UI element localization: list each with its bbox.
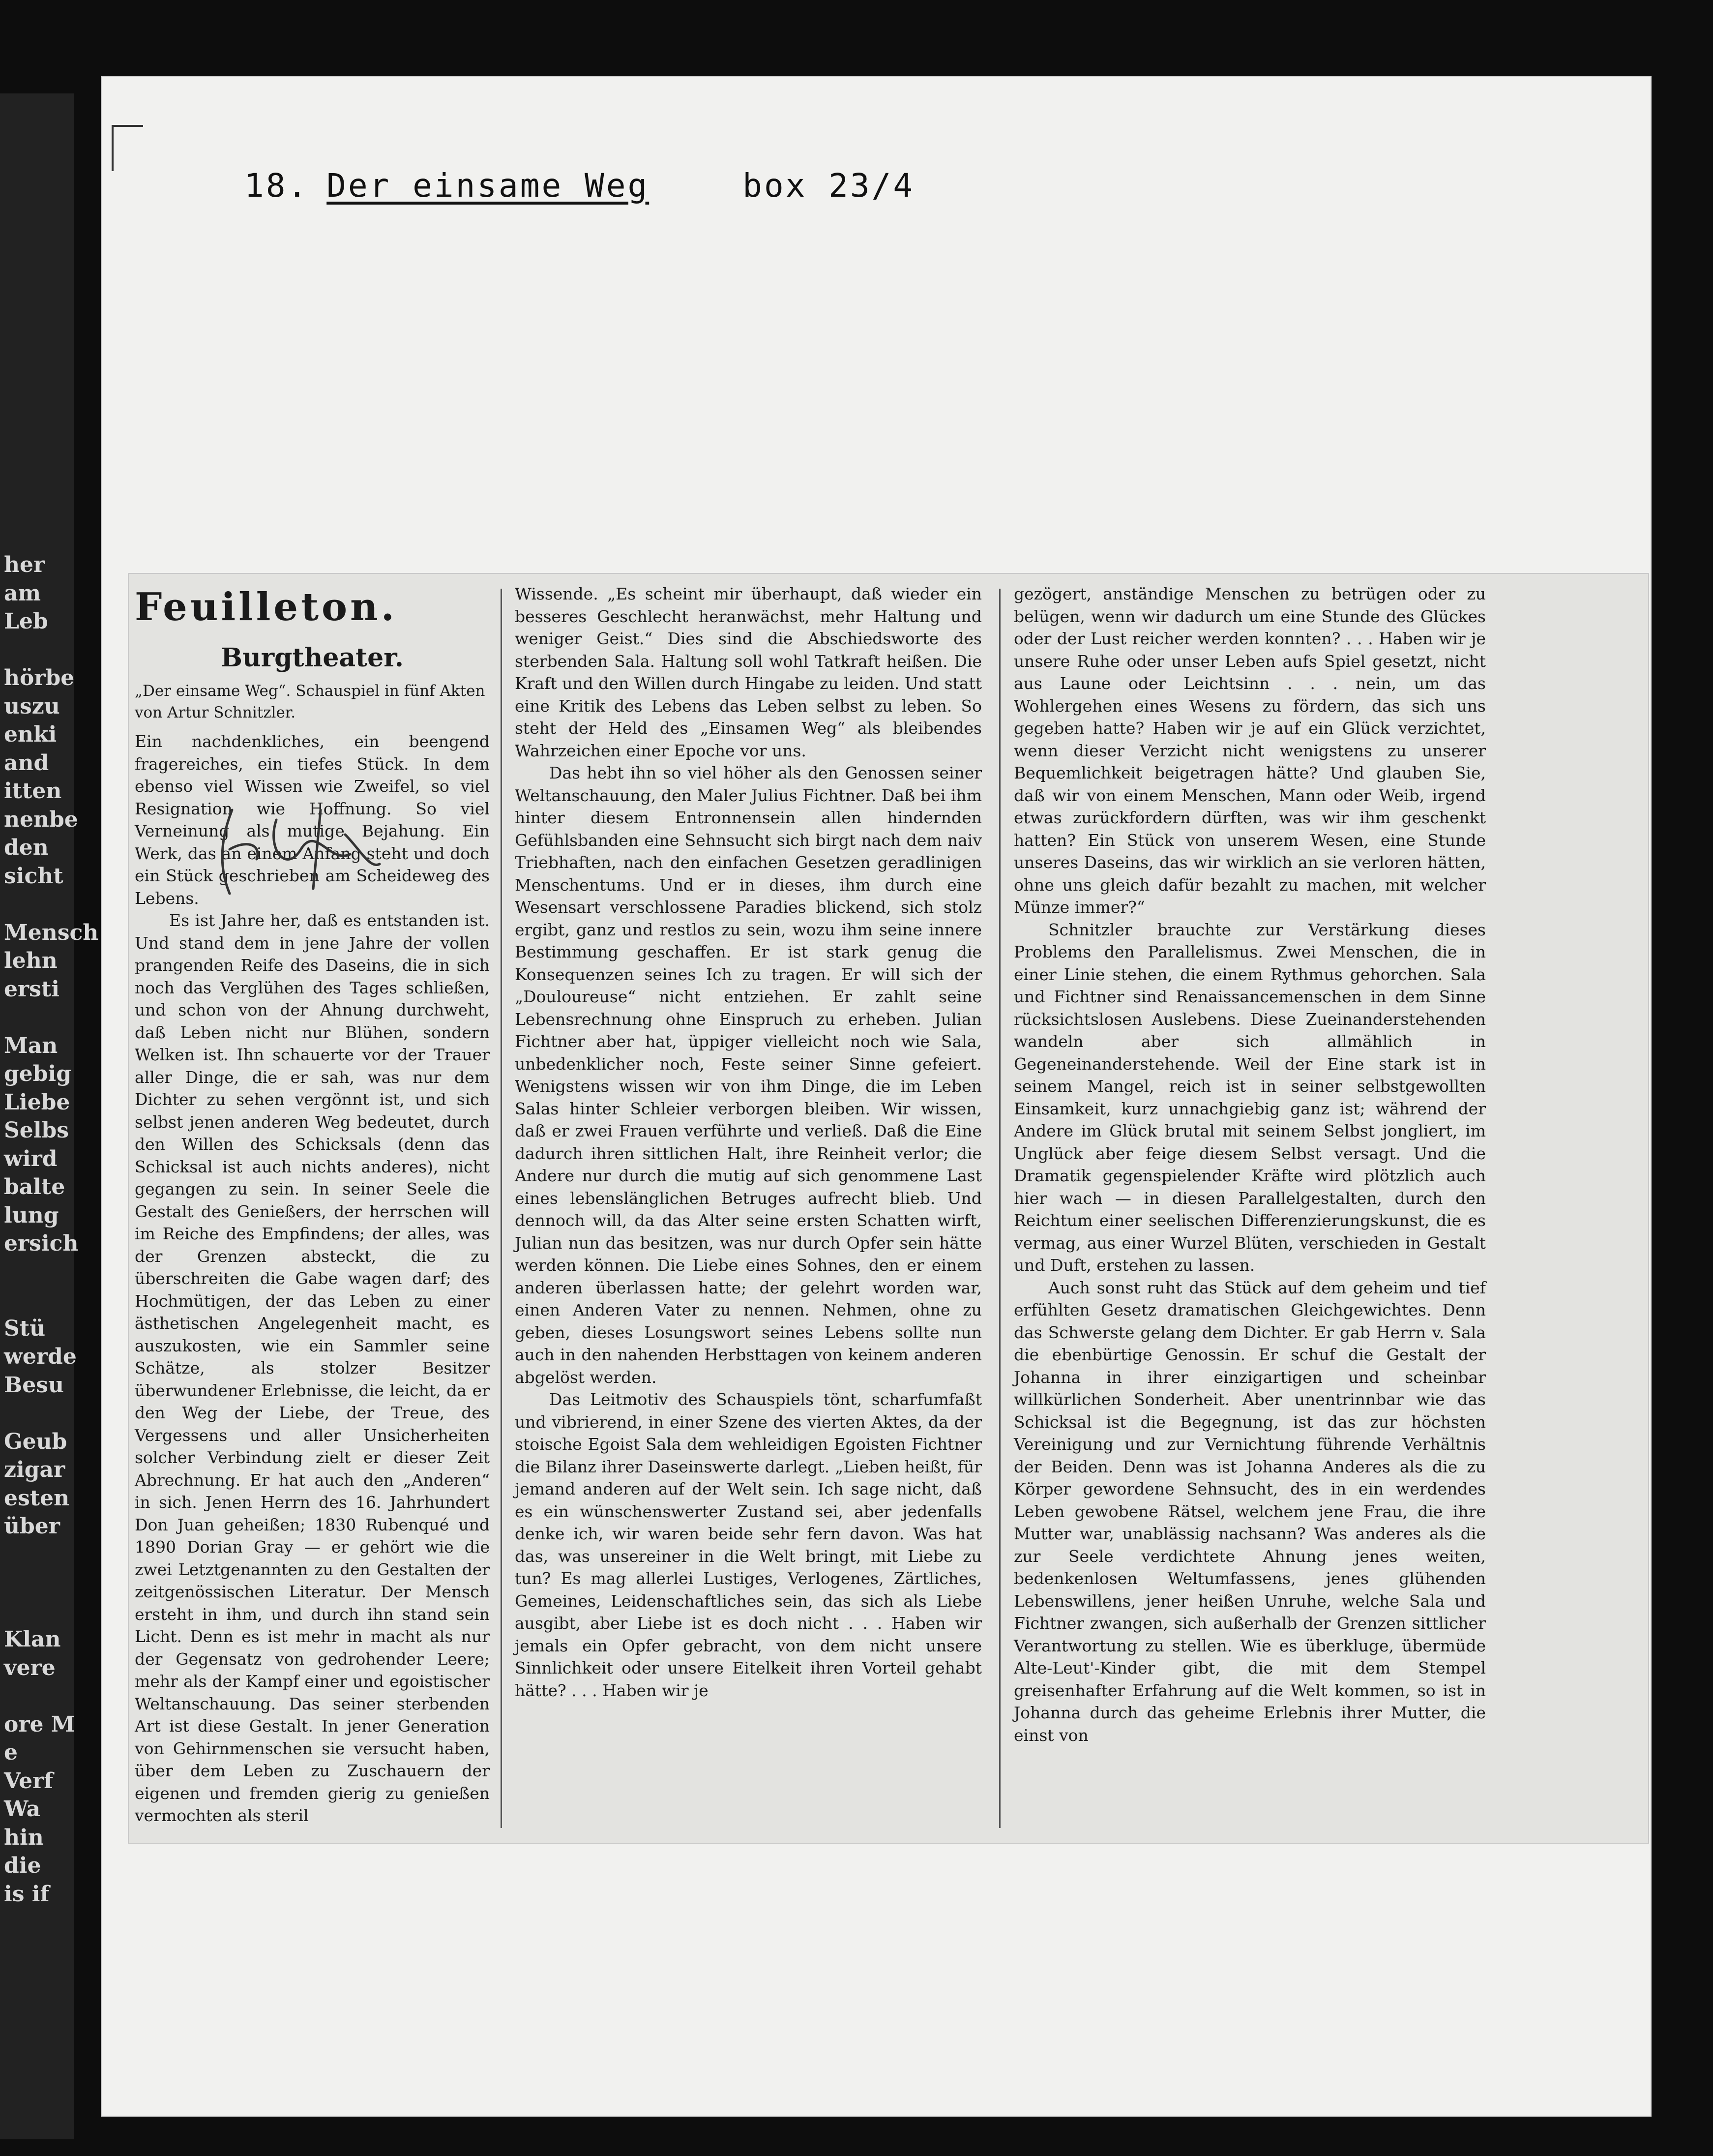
clipping-section: Burgtheater.	[221, 643, 404, 673]
corner-mark	[112, 125, 143, 171]
column-rule	[999, 589, 1001, 1828]
label-title: Der einsame Weg	[326, 167, 650, 205]
paragraph: Es ist Jahre her, daß es entstanden ist. Und stand dem in jene Jahre der vollen prangenden Reife des Daseins, die in sich noch das Verglühen des Tages schließen, und schon von der Ahnung durchweht, daß Leben nicht nur Blühen, sondern Welken ist. Ihn schauerte vor der Trauer aller Dinge, die er sah, was nur dem Dichter zu sehen vergönnt ist, und sich selbst jenen anderen Weg bedeutet, durch den Willen des Schicksals (denn das Schicksal ist auch nichts anderes), nicht gegangen zu sein. In seiner Seele die Gestalt des Genießers, der herrschen will im Reiche des Empfindens; der alles, was der Grenzen absteckt, die zu überschreiten die Gabe wagen darf; des Hochmütigen, der das Leben zu einer ästhetischen Angelegenheit macht, es auszukosten, wie ein Sammler seine Schätze, als stolzer Besitzer überwundener Erlebnisse, die leicht, da er den Weg der Liebe, der Treue, des Vergessens und aller Unsicherheiten solcher Verbindung zielt er dieser Zeit Abrechnung. Er hat auch den „Anderen“ in sich. Jenen Herrn des 16. Jahrhundert Don Juan geheißen; 1830 Rubenqué und 1890 Dorian Gray — er gehört wie die zwei Letztgenannten zu den Gestalten der zeitgenössischen Literatur. Der Mensch ersteht in ihm, und durch ihn stand sein Licht. Denn es ist mehr in macht als nur der Gegensatz von gedrohender Leere; mehr als der Kampf einer und egoistischer Weltanschauung. Das seiner sterbenden Art ist diese Gestalt. In jener Generation von Gehirnmenschen sie versucht haben, über dem Leben zu Zuschauern der eigenen und fremden gierig zu genießen vermochten als steril	[135, 911, 490, 1825]
paragraph: gezögert, anständige Menschen zu betrügen oder zu belügen, wenn wir dadurch um eine Stunde des Glückes oder der Lust reicher werden konnten? . . . Haben wir je unsere Ruhe oder unser Leben aufs Spiel gesetzt, nicht aus Laune oder Leichtsinn . . . nein, um das Wohlergehen eines Wesens zu fördern, das sich uns gegeben hatte? Haben wir je auf ein Glück verzichtet, wenn dieser Verzicht nicht wenigstens zu unserer Bequemlichkeit beigetragen hätte? Und glauben Sie, daß wir von einem Menschen, Mann oder Weib, irgend etwas zurückfordern dürften, was wir ihm geschenkt hatten? Ein Stück von unserem Wesen, eine Stunde unseres Daseins, das wir wirklich an sie verloren hätten, ohne uns gleich dafür bezahlt zu machen, mit welcher Münze immer?“	[1014, 584, 1486, 917]
paragraph: Auch sonst ruht das Stück auf dem geheim und tief erfühlten Gesetz dramatischen Gleichgewichtes. Denn das Schwerste gelang dem Dichter. Er gab Herrn v. Sala die ebenbürtige Genossin. Er schuf die Gestalt der Johanna in ihrer einzigartigen und scheinbar willkürlichen Sonderheit. Aber unentrinnbar wie das Schicksal ist die Begegnung, ist das zur höchsten Vereinigung und zur Vernichtung führende Verhältnis der Beiden. Denn was ist Johanna Anderes als die zu Körper gewordene Sehnsucht, des in ein werdendes Leben gewobene Rätsel, welchem jene Frau, die ihre Mutter war, unablässig nachsann? Was anderes als die zur Seele verdichtete Ahnung jenes weiten, bedenkenlosen Weltumfassens, jenes glühenden Lebenswillens, jener heißen Unruhe, welche Sala und Fichtner zwangen, sich außerhalb der Grenzen sittlicher Verantwortung zu stellen. Wie es überkluge, übermüde Alte-Leut'-Kinder gibt, die mit dem Stempel greisenhafter Erfahrung auf die Welt kommen, so ist in Johanna durch das geheime Erlebnis ihrer Mutter, die einst von	[1014, 1278, 1486, 1745]
column-rule	[501, 589, 502, 1828]
paragraph: Ein nachdenkliches, ein beengend fragereiches, ein tiefes Stück. In dem ebenso viel Wissen wie Zweifel, so viel Resignation wie Hoffnung. So viel Verneinung als mutige Bejahung. Ein Werk, das an einem Anfang steht und doch ein Stück geschrieben am Scheideweg des Lebens.	[135, 732, 490, 908]
paragraph: Das Leitmotiv des Schauspiels tönt, scharfumfaßt und vibrierend, in einer Szene des vierten Aktes, da der stoische Egoist Sala dem wehleidigen Egoisten Fichtner die Bilanz ihrer Daseinswerte darlegt. „Lieben heißt, für jemand anderen auf der Welt sein. Ich sage nicht, daß es ein wünschenswerter Zustand sei, aber jedenfalls denke ich, wir waren beide sehr fern davon. Was hat das, was unsereiner in die Welt bringt, mit Liebe zu tun? Es mag allerlei Lustiges, Verlogenes, Zärtliches, Gemeines, Leidenschaftliches sein, das sich als Liebe ausgibt, aber Liebe ist es doch nicht . . . Haben wir jemals ein Opfer gebracht, von dem nicht unsere Sinnlichkeit oder unsere Eitelkeit ihren Vorteil gehabt hätte? . . . Haben wir je	[515, 1390, 982, 1700]
clipping-headline: Feuilleton.	[135, 585, 397, 629]
newspaper-clipping	[129, 574, 1648, 1843]
clipping-subtitle: „Der einsame Weg“. Schauspiel in fünf Akten von Artur Schnitzler.	[135, 682, 485, 721]
paragraph: Wissende. „Es scheint mir überhaupt, daß wieder ein besseres Geschlecht heranwächst, mehr Haltung und weniger Geist.“ Dies sind die Abschiedsworte des sterbenden Sala. Haltung soll wohl Tatkraft heißen. Die Kraft und den Willen durch Hingabe zu leiden. Und statt eine Kritik des Lebens das Leben selbst zu leben. So steht der Held des „Einsamen Weg“ als bleibendes Wahrzeichen einer Epoche vor uns.	[515, 584, 982, 760]
adjacent-page-edge	[0, 93, 99, 2139]
paragraph: Das hebt ihn so viel höher als den Genossen seiner Weltanschauung, den Maler Julius Fichtner. Daß bei ihm hinter diesem Entronnensein allen hindernden Gefühlsbanden eine Sehnsucht sich birgt nach dem naiv Triebhaften, nach den einfachen Gesetzen geradlinigen Menschentums. Und er in dieses, ihm durch eine Wesensart verschlossene Paradies blickend, sich stolz ergibt, ganz und restlos zu sein, wozu ihm seine innere Bestimmung geschaffen. Er ist stark genug die Konsequenzen seines Ich zu tragen. Er will sich der „Douloureuse“ nicht entziehen. Er zahlt seine Lebensrechnung ohne Einspruch zu erheben. Julian Fichtner aber hat, üppiger vielleicht noch wie Sala, unbedenklicher noch, Feste seiner Sinne gefeiert. Wenigstens wissen wir von ihm Dinge, die im Leben Salas hinter Schleier verborgen bleiben. Wir wissen, daß er zwei Frauen verführte und verließ. Daß die Eine dadurch ihren sittlichen Halt, ihre Reinheit verlor; die Andere nur durch die mutig auf sich genommene Last eines lebenslänglichen Betruges aufrecht blieb. Und dennoch will, da das Alter seine ersten Schatten wirft, Julian nun das besitzen, was nur durch Opfer sein hätte werden können. Die Liebe eines Sohnes, den er einem anderen überlassen hatte; der gelehrt worden war, einen Anderen Vater zu nennen. Nehmen, ohne zu geben, dieses Losungswort seines Lebens sollte nun auch in den nahenden Herbsttagen von keinem anderen abgelöst werden.	[515, 763, 982, 1387]
column-1	[129, 574, 499, 1843]
column-3	[1002, 574, 1496, 1843]
adjacent-page-text: her am Leb hörbe uszu enki and itten nenbe den sicht Mensch lehn ersti Man gebig Liebe Selbs wird balte lung ersich Stü werde Besu Geub zigar esten über Klan vere ore M e Verf Wa hin die is if	[4, 552, 99, 1907]
archive-card	[101, 76, 1652, 2117]
paragraph: Schnitzler brauchte zur Verstärkung dieses Problems den Parallelismus. Zwei Menschen, die in einer Linie stehen, die einem Rythmus gehorchen. Sala und Fichtner sind Renaissancemenschen in dem Sinne rücksichtslosen Auslebens. Diese Zueinanderstehenden wandeln aber sich allmählich in Gegeneinanderstehende. Weil der Eine stark ist in seinem Mangel, reich ist in seiner selbstgewollten Einsamkeit, kurz unnachgiebig ganz ist; während der Andere im Glück brutal mit seinem Selbst jongliert, im Unglück aber feige diesem Selbst versagt. Und die Dramatik gegenspielender Kräfte wird plötzlich auch hier wach — in diesen Parallelgestalten, durch den Reichtum einer seelischen Differenzierungskunst, die es vermag, aus einer Wurzel Blüten, verschieden in Gestalt und Duft, erstehen zu lassen.	[1014, 920, 1486, 1275]
column-2	[502, 574, 997, 1843]
archive-label	[158, 129, 915, 242]
label-number: 18.	[244, 167, 309, 205]
label-box: box 23/4	[742, 167, 915, 205]
